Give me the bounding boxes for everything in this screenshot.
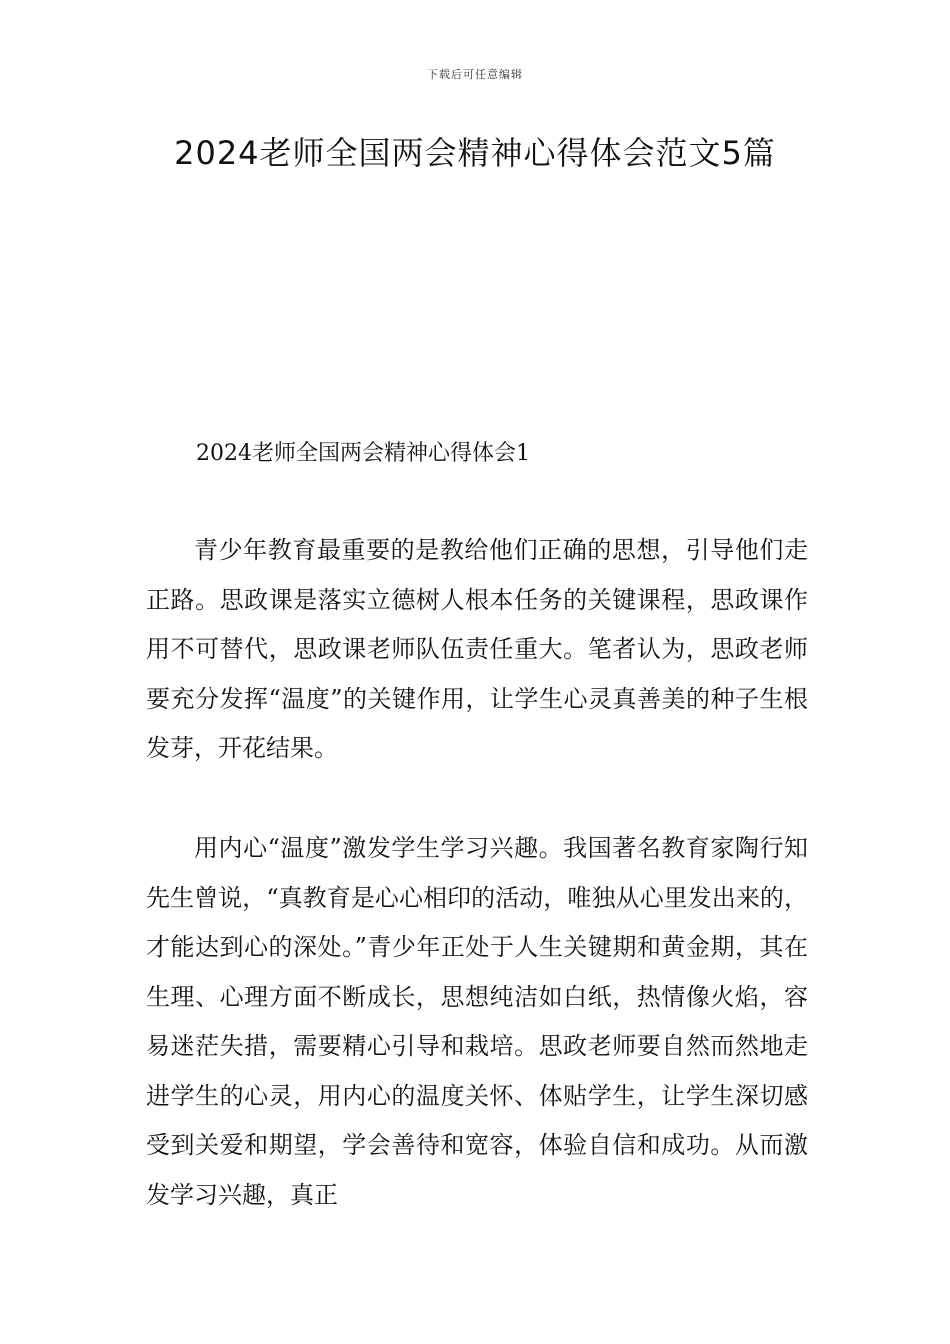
paragraph-1: 青少年教育最重要的是教给他们正确的思想，引导他们走正路。思政课是落实立德树人根本任务的关键课程，思政课作用不可替代，思政课老师队伍责任重大。笔者认为，思政老师要充分发挥“温度”的关键作用，让学生心灵真善美的种子生根发芽，开花结果。 — [146, 536, 808, 762]
section-heading: 2024老师全国两会精神心得体会1 — [196, 441, 530, 466]
document-title: 2024老师全国两会精神心得体会范文5篇 — [174, 134, 776, 172]
header-note: 下载后可任意编辑 — [427, 68, 523, 81]
paragraph-2: 用内心“温度”激发学生学习兴趣。我国著名教育家陶行知先生曾说，“真教育是心心相印的活动，唯独从心里发出来的，才能达到心的深处。”青少年正处于人生关键期和黄金期，其在生理、心理方面不断成长，思想纯洁如白纸，热情像火焰，容易迷茫失措，需要精心引导和栽培。思政老师要自然而然地走进学生的心灵，用内心的温度关怀、体贴学生，让学生深切感受到关爱和期望，学会善待和宽容，体验自信和成功。从而激发学习兴趣，真正 — [146, 834, 808, 1209]
